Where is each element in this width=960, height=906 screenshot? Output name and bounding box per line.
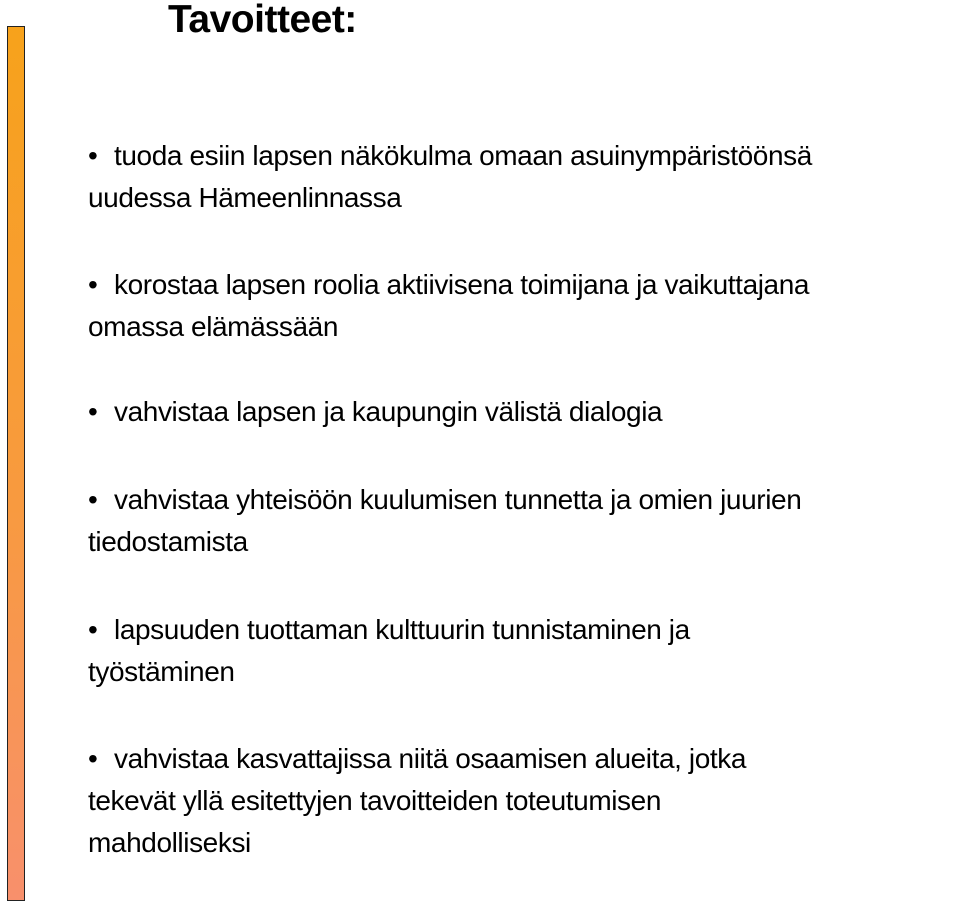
accent-bar [7,26,25,901]
goal-text: tuoda esiin lapsen näkökulma omaan asuinympäristöönsä uudessa Hämeenlinnassa [88,140,812,213]
bullet-icon: • [88,743,98,774]
goal-item [88,479,958,563]
goal-text: vahvistaa kasvattajissa niitä osaamisen alueita, jotka tekevät yllä esitettyjen tavoitteiden toteutumisen mahdolliseksi [88,743,747,858]
bullet-icon: • [88,614,98,645]
goal-item [88,609,958,693]
goal-text: vahvistaa yhteisöön kuulumisen tunnetta ja omien juurien tiedostamista [88,484,802,557]
goal-text: korostaa lapsen roolia aktiivisena toimijana ja vaikuttajana omassa elämässään [88,269,810,342]
bullet-icon: • [88,269,98,300]
bullet-icon: • [88,396,98,427]
goal-text: lapsuuden tuottaman kulttuurin tunnistaminen ja työstäminen [88,614,690,687]
goal-item [88,135,958,219]
slide-title: Tavoitteet: [168,0,357,41]
bullet-icon: • [88,484,98,515]
bullet-icon: • [88,140,98,171]
goal-item [88,264,958,348]
goal-text: vahvistaa lapsen ja kaupungin välistä dialogia [114,396,663,427]
goal-item [88,738,958,864]
goal-item [88,391,958,433]
